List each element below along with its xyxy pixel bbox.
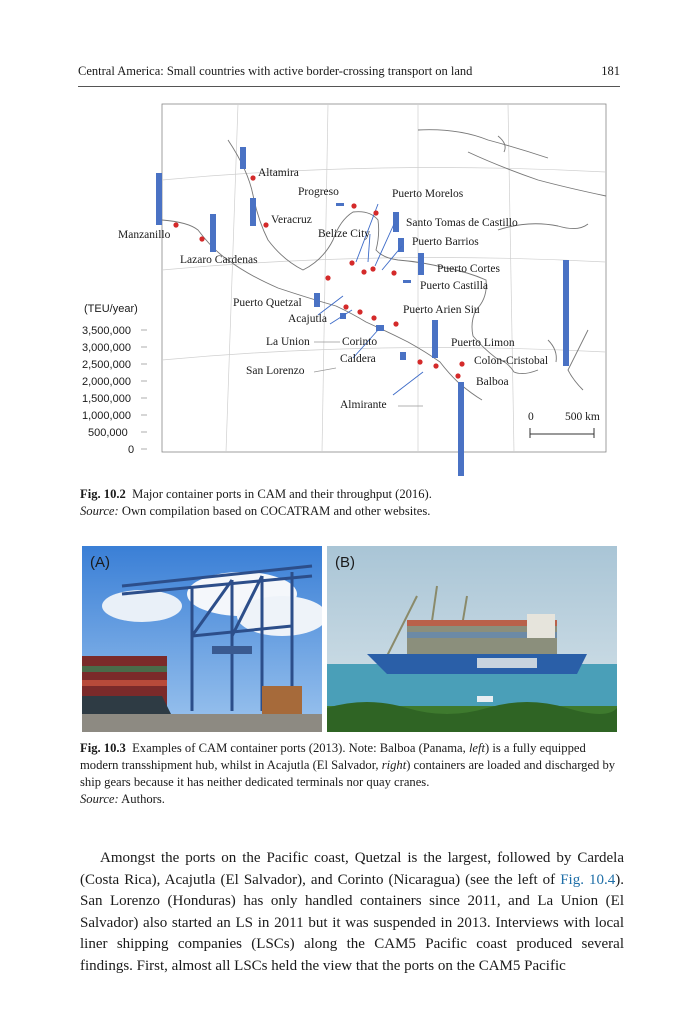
port-label: Puerto Cortes (437, 263, 500, 275)
caption-text-1: Examples of CAM container ports (2013). Note: Balboa (Panama, (132, 741, 466, 755)
bar-santo-tomas (393, 212, 399, 232)
port-label: Almirante (340, 399, 387, 411)
dot-altamira (250, 175, 255, 180)
dot-puerto-arien-siu (393, 321, 398, 326)
bar-veracruz (250, 198, 256, 226)
bar-puerto-castilla (403, 280, 411, 283)
port-label: Veracruz (271, 214, 312, 226)
dot-santo-tomas (361, 269, 366, 274)
bar-colon-cristobal (563, 260, 569, 366)
figure-10-3-caption (80, 740, 622, 808)
running-header (78, 64, 620, 87)
bar-puerto-limon (432, 320, 438, 358)
axis-tick: 0 (128, 444, 135, 456)
dot-la-union (357, 309, 362, 314)
port-label: Balboa (476, 376, 509, 388)
body-text-2: ). San Lorenzo (Honduras) has only handled containers since 2011, and La Union (El Salvador) also started an LS in 2011 but it was suspended in 2013. Interviews with local liner shipping companies (LSCs) along the CAM5 Pacific coast produced several findings. First, almost all LSCs held the view that the ports on the CAM5 Pacific (80, 871, 624, 974)
source-label: Source: (80, 504, 119, 518)
port-label: Altamira (258, 167, 299, 179)
figure-10-2-map (78, 100, 626, 480)
dot-manzanillo (173, 222, 178, 227)
caption-right: right (381, 758, 407, 772)
dot-puerto-limon (433, 363, 438, 368)
dot-puerto-quetzal (325, 275, 330, 280)
dot-puerto-barrios (370, 266, 375, 271)
dot-balboa (455, 373, 460, 378)
dot-progreso (351, 203, 356, 208)
port-map-svg (78, 100, 626, 480)
bar-progreso (336, 203, 344, 206)
dot-belize-city (349, 260, 354, 265)
port-label: Puerto Quetzal (233, 297, 302, 309)
dot-colon-cristobal (459, 361, 464, 366)
body-paragraph (80, 848, 624, 978)
port-label: Puerto Limon (451, 337, 515, 349)
port-label: Puerto Arien Siu (403, 304, 480, 316)
port-label: Puerto Barrios (412, 236, 479, 248)
source-label: Source: (80, 792, 119, 806)
caption-label: Fig. 10.3 (80, 741, 126, 755)
dot-lazaro-cardenas (199, 236, 204, 241)
bar-altamira (240, 147, 246, 169)
source-text: Authors. (121, 792, 165, 806)
bar-corinto (376, 325, 384, 331)
dot-caldera (417, 359, 422, 364)
axis-tick: 3,500,000 (82, 325, 131, 337)
running-title: Central America: Small countries with active border-crossing transport on land (78, 64, 473, 78)
scale-end: 500 km (565, 411, 600, 423)
caption-text: Major container ports in CAM and their throughput (2016). (132, 487, 432, 501)
port-label: Puerto Castilla (420, 280, 489, 292)
scale-start: 0 (528, 411, 534, 423)
body-text-1: Amongst the ports on the Pacific coast, Quetzal is the largest, followed by Cardela (Costa Rica), Acajutla (El Salvador), and Corinto (Nicaragua) (see the left of (80, 850, 624, 888)
photo-a-image (82, 546, 322, 732)
bar-puerto-quetzal (314, 293, 320, 307)
axis-tick: 3,000,000 (82, 342, 131, 354)
axis-tick: 1,500,000 (82, 393, 131, 405)
photo-b-image (327, 546, 617, 732)
axis-unit: (TEU/year) (84, 303, 138, 315)
axis-tick: 2,500,000 (82, 359, 131, 371)
port-label: Caldera (340, 353, 376, 365)
dot-acajutla (343, 304, 348, 309)
photo-a-balboa (82, 546, 322, 732)
axis-tick: 1,000,000 (82, 410, 131, 422)
port-label: Corinto (342, 336, 378, 348)
caption-text-3: ) containers are loaded and discharged by ship gears because it has neither dedicated terminals nor quay cranes. (80, 758, 616, 789)
bar-caldera (400, 352, 406, 360)
dot-veracruz (263, 222, 268, 227)
port-label: Puerto Morelos (392, 188, 464, 200)
caption-label: Fig. 10.2 (80, 487, 126, 501)
port-label: Colon-Cristobal (474, 355, 549, 367)
axis-tick: 2,000,000 (82, 376, 131, 388)
port-label: Manzanillo (118, 229, 171, 241)
caption-left: left (468, 741, 486, 755)
bar-puerto-cortes (418, 253, 424, 275)
port-label: Acajutla (288, 313, 327, 325)
dot-puerto-cortes (391, 270, 396, 275)
source-text: Own compilation based on COCATRAM and other websites. (121, 504, 431, 518)
port-label: Lazaro Cardenas (180, 254, 258, 266)
port-label: Progreso (298, 186, 339, 198)
caption-text-2: ) is a fully equipped modern transshipment hub, whilst in Acajutla (El Salvador, (80, 741, 586, 772)
dot-corinto (371, 315, 376, 320)
port-label: San Lorenzo (246, 365, 305, 377)
panel-b-label: (B) (335, 554, 355, 571)
bar-manzanillo (156, 173, 162, 225)
axis-tick: 500,000 (88, 427, 128, 439)
bar-balboa (458, 382, 464, 476)
port-label: Belize City (318, 228, 371, 240)
page-number: 181 (601, 64, 620, 78)
bar-lazaro-cardenas (210, 214, 216, 252)
figure-10-2-caption (80, 486, 622, 520)
port-label: La Union (266, 336, 310, 348)
throughput-axis (82, 303, 147, 456)
dot-puerto-morelos (373, 210, 378, 215)
figure-link[interactable]: Fig. 10.4 (560, 871, 616, 888)
panel-a-label: (A) (90, 554, 110, 571)
photo-b-acajutla (327, 546, 617, 732)
port-label: Santo Tomas de Castillo (406, 217, 518, 229)
